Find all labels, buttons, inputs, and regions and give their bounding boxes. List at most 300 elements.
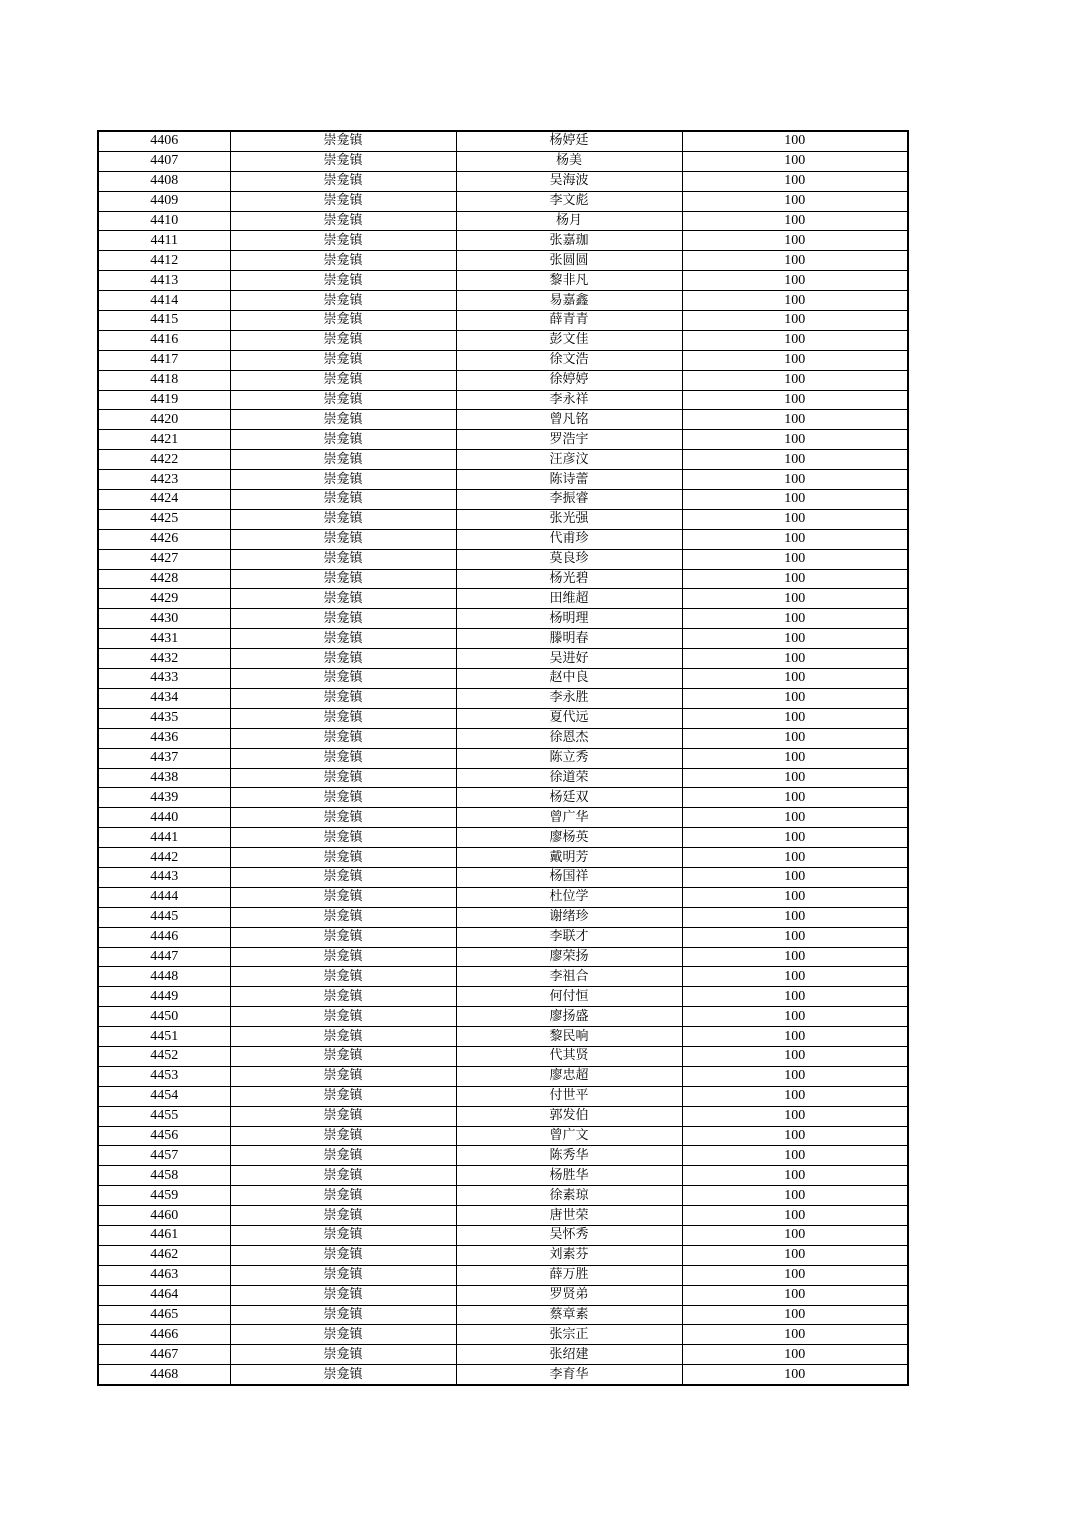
amount-cell: 100 [682,1186,908,1206]
table-row [98,311,908,331]
town-cell: 崇龛镇 [230,410,456,430]
town-cell: 崇龛镇 [230,927,456,947]
serial-number-cell: 4421 [98,430,230,450]
amount-cell: 100 [682,1027,908,1047]
amount-cell: 100 [682,370,908,390]
town-cell: 崇龛镇 [230,887,456,907]
amount-cell: 100 [682,490,908,510]
table-row [98,1086,908,1106]
table-row [98,828,908,848]
person-name-cell: 张宗正 [456,1325,682,1345]
serial-number-cell: 4410 [98,211,230,231]
table-row [98,1225,908,1245]
table-row [98,808,908,828]
serial-number-cell: 4418 [98,370,230,390]
town-cell: 崇龛镇 [230,509,456,529]
amount-cell: 100 [682,788,908,808]
amount-cell: 100 [682,927,908,947]
town-cell: 崇龛镇 [230,1305,456,1325]
person-name-cell: 徐婷婷 [456,370,682,390]
town-cell: 崇龛镇 [230,987,456,1007]
amount-cell: 100 [682,728,908,748]
serial-number-cell: 4428 [98,569,230,589]
serial-number-cell: 4409 [98,191,230,211]
table-row [98,291,908,311]
table-row [98,549,908,569]
amount-cell: 100 [682,688,908,708]
person-name-cell: 罗浩宇 [456,430,682,450]
person-name-cell: 廖扬盛 [456,1007,682,1027]
table-row [98,1325,908,1345]
table-row [98,927,908,947]
table-row [98,589,908,609]
table-row [98,1106,908,1126]
town-cell: 崇龛镇 [230,609,456,629]
serial-number-cell: 4437 [98,748,230,768]
table-row [98,509,908,529]
table-row [98,231,908,251]
table-row [98,330,908,350]
town-cell: 崇龛镇 [230,1265,456,1285]
town-cell: 崇龛镇 [230,1225,456,1245]
table-row [98,350,908,370]
serial-number-cell: 4446 [98,927,230,947]
amount-cell: 100 [682,987,908,1007]
table-row [98,1345,908,1365]
table-row [98,1126,908,1146]
amount-cell: 100 [682,1106,908,1126]
person-name-cell: 滕明春 [456,629,682,649]
town-cell: 崇龛镇 [230,350,456,370]
town-cell: 崇龛镇 [230,549,456,569]
serial-number-cell: 4439 [98,788,230,808]
serial-number-cell: 4445 [98,907,230,927]
person-name-cell: 戴明芳 [456,848,682,868]
town-cell: 崇龛镇 [230,330,456,350]
town-cell: 崇龛镇 [230,828,456,848]
person-name-cell: 杨月 [456,211,682,231]
serial-number-cell: 4411 [98,231,230,251]
table-row [98,1365,908,1385]
table-row [98,131,908,151]
amount-cell: 100 [682,947,908,967]
amount-cell: 100 [682,1305,908,1325]
town-cell: 崇龛镇 [230,311,456,331]
serial-number-cell: 4415 [98,311,230,331]
amount-cell: 100 [682,1007,908,1027]
town-cell: 崇龛镇 [230,1126,456,1146]
person-name-cell: 张圆圆 [456,251,682,271]
amount-cell: 100 [682,1126,908,1146]
amount-cell: 100 [682,549,908,569]
table-row [98,1166,908,1186]
town-cell: 崇龛镇 [230,589,456,609]
person-name-cell: 薛青青 [456,311,682,331]
town-cell: 崇龛镇 [230,867,456,887]
serial-number-cell: 4450 [98,1007,230,1027]
town-cell: 崇龛镇 [230,808,456,828]
serial-number-cell: 4434 [98,688,230,708]
town-cell: 崇龛镇 [230,1046,456,1066]
table-row [98,251,908,271]
amount-cell: 100 [682,1146,908,1166]
serial-number-cell: 4443 [98,867,230,887]
person-name-cell: 张嘉珈 [456,231,682,251]
serial-number-cell: 4420 [98,410,230,430]
table-row [98,171,908,191]
person-name-cell: 曾广文 [456,1126,682,1146]
table-row [98,529,908,549]
person-name-cell: 徐道荣 [456,768,682,788]
amount-cell: 100 [682,131,908,151]
person-name-cell: 吴怀秀 [456,1225,682,1245]
serial-number-cell: 4461 [98,1225,230,1245]
table-row [98,569,908,589]
person-name-cell: 杨美 [456,151,682,171]
serial-number-cell: 4438 [98,768,230,788]
serial-number-cell: 4413 [98,271,230,291]
person-name-cell: 李文彪 [456,191,682,211]
table-row [98,430,908,450]
amount-cell: 100 [682,1345,908,1365]
person-name-cell: 张绍建 [456,1345,682,1365]
town-cell: 崇龛镇 [230,1106,456,1126]
town-cell: 崇龛镇 [230,629,456,649]
serial-number-cell: 4416 [98,330,230,350]
person-name-cell: 田维超 [456,589,682,609]
serial-number-cell: 4458 [98,1166,230,1186]
serial-number-cell: 4464 [98,1285,230,1305]
person-name-cell: 李永祥 [456,390,682,410]
table-row [98,1265,908,1285]
person-name-cell: 代甫珍 [456,529,682,549]
amount-cell: 100 [682,1046,908,1066]
table-row [98,788,908,808]
table-row [98,271,908,291]
amount-cell: 100 [682,211,908,231]
town-cell: 崇龛镇 [230,947,456,967]
amount-cell: 100 [682,1066,908,1086]
amount-cell: 100 [682,509,908,529]
table-row [98,450,908,470]
town-cell: 崇龛镇 [230,231,456,251]
serial-number-cell: 4456 [98,1126,230,1146]
person-name-cell: 代其贤 [456,1046,682,1066]
town-cell: 崇龛镇 [230,490,456,510]
person-name-cell: 赵中良 [456,669,682,689]
table-row [98,669,908,689]
amount-cell: 100 [682,450,908,470]
serial-number-cell: 4425 [98,509,230,529]
amount-cell: 100 [682,708,908,728]
table-row [98,1046,908,1066]
amount-cell: 100 [682,808,908,828]
table-row [98,390,908,410]
serial-number-cell: 4451 [98,1027,230,1047]
town-cell: 崇龛镇 [230,1146,456,1166]
serial-number-cell: 4454 [98,1086,230,1106]
serial-number-cell: 4459 [98,1186,230,1206]
person-name-cell: 彭文佳 [456,330,682,350]
table-row [98,629,908,649]
person-name-cell: 廖杨英 [456,828,682,848]
amount-cell: 100 [682,907,908,927]
town-cell: 崇龛镇 [230,390,456,410]
amount-cell: 100 [682,390,908,410]
serial-number-cell: 4457 [98,1146,230,1166]
person-name-cell: 吴海波 [456,171,682,191]
table-row [98,1027,908,1047]
town-cell: 崇龛镇 [230,211,456,231]
serial-number-cell: 4455 [98,1106,230,1126]
town-cell: 崇龛镇 [230,688,456,708]
person-name-cell: 夏代远 [456,708,682,728]
serial-number-cell: 4419 [98,390,230,410]
town-cell: 崇龛镇 [230,1245,456,1265]
serial-number-cell: 4417 [98,350,230,370]
table-row [98,1146,908,1166]
amount-cell: 100 [682,311,908,331]
person-name-cell: 罗贤弟 [456,1285,682,1305]
serial-number-cell: 4430 [98,609,230,629]
town-cell: 崇龛镇 [230,1345,456,1365]
table-row [98,370,908,390]
serial-number-cell: 4433 [98,669,230,689]
serial-number-cell: 4435 [98,708,230,728]
town-cell: 崇龛镇 [230,649,456,669]
table-row [98,470,908,490]
town-cell: 崇龛镇 [230,1365,456,1385]
town-cell: 崇龛镇 [230,708,456,728]
person-name-cell: 何付恒 [456,987,682,1007]
serial-number-cell: 4452 [98,1046,230,1066]
amount-cell: 100 [682,828,908,848]
town-cell: 崇龛镇 [230,768,456,788]
person-name-cell: 薛万胜 [456,1265,682,1285]
table-row [98,887,908,907]
amount-cell: 100 [682,271,908,291]
town-cell: 崇龛镇 [230,788,456,808]
town-cell: 崇龛镇 [230,669,456,689]
amount-cell: 100 [682,887,908,907]
serial-number-cell: 4414 [98,291,230,311]
amount-cell: 100 [682,748,908,768]
serial-number-cell: 4426 [98,529,230,549]
town-cell: 崇龛镇 [230,450,456,470]
person-name-cell: 徐恩杰 [456,728,682,748]
town-cell: 崇龛镇 [230,370,456,390]
amount-cell: 100 [682,171,908,191]
amount-cell: 100 [682,1265,908,1285]
person-name-cell: 李祖合 [456,967,682,987]
amount-cell: 100 [682,251,908,271]
person-name-cell: 杨明理 [456,609,682,629]
town-cell: 崇龛镇 [230,1186,456,1206]
amount-cell: 100 [682,589,908,609]
person-name-cell: 曾广华 [456,808,682,828]
amount-cell: 100 [682,191,908,211]
amount-cell: 100 [682,1206,908,1226]
amount-cell: 100 [682,649,908,669]
serial-number-cell: 4440 [98,808,230,828]
amount-cell: 100 [682,609,908,629]
serial-number-cell: 4424 [98,490,230,510]
table-row [98,867,908,887]
serial-number-cell: 4427 [98,549,230,569]
person-name-cell: 徐素琼 [456,1186,682,1206]
person-name-cell: 张光强 [456,509,682,529]
serial-number-cell: 4431 [98,629,230,649]
table-row [98,748,908,768]
serial-number-cell: 4441 [98,828,230,848]
town-cell: 崇龛镇 [230,271,456,291]
town-cell: 崇龛镇 [230,1027,456,1047]
table-row [98,1305,908,1325]
amount-cell: 100 [682,669,908,689]
serial-number-cell: 4466 [98,1325,230,1345]
table-row [98,688,908,708]
serial-number-cell: 4444 [98,887,230,907]
table-row [98,211,908,231]
town-cell: 崇龛镇 [230,1086,456,1106]
person-name-cell: 杨光碧 [456,569,682,589]
amount-cell: 100 [682,629,908,649]
person-name-cell: 陈立秀 [456,748,682,768]
person-name-cell: 杨婷廷 [456,131,682,151]
town-cell: 崇龛镇 [230,728,456,748]
amount-cell: 100 [682,291,908,311]
serial-number-cell: 4423 [98,470,230,490]
amount-cell: 100 [682,231,908,251]
table-row [98,768,908,788]
serial-number-cell: 4463 [98,1265,230,1285]
town-cell: 崇龛镇 [230,171,456,191]
table-row [98,708,908,728]
town-cell: 崇龛镇 [230,748,456,768]
person-name-cell: 杨胜华 [456,1166,682,1186]
serial-number-cell: 4465 [98,1305,230,1325]
serial-number-cell: 4442 [98,848,230,868]
table-row [98,1245,908,1265]
serial-number-cell: 4460 [98,1206,230,1226]
town-cell: 崇龛镇 [230,1285,456,1305]
person-name-cell: 黎非凡 [456,271,682,291]
table-row [98,728,908,748]
amount-cell: 100 [682,1086,908,1106]
town-cell: 崇龛镇 [230,251,456,271]
town-cell: 崇龛镇 [230,967,456,987]
person-name-cell: 徐文浩 [456,350,682,370]
person-name-cell: 郭发伯 [456,1106,682,1126]
person-name-cell: 李振睿 [456,490,682,510]
town-cell: 崇龛镇 [230,1206,456,1226]
town-cell: 崇龛镇 [230,529,456,549]
table-row [98,1066,908,1086]
amount-cell: 100 [682,1245,908,1265]
serial-number-cell: 4462 [98,1245,230,1265]
amount-cell: 100 [682,1365,908,1385]
person-name-cell: 廖忠超 [456,1066,682,1086]
table-row [98,1285,908,1305]
town-cell: 崇龛镇 [230,848,456,868]
town-cell: 崇龛镇 [230,430,456,450]
serial-number-cell: 4407 [98,151,230,171]
amount-cell: 100 [682,1325,908,1345]
amount-cell: 100 [682,1166,908,1186]
person-name-cell: 李育华 [456,1365,682,1385]
table-row [98,1206,908,1226]
serial-number-cell: 4412 [98,251,230,271]
person-name-cell: 廖荣扬 [456,947,682,967]
amount-cell: 100 [682,967,908,987]
person-name-cell: 李永胜 [456,688,682,708]
person-name-cell: 杜位学 [456,887,682,907]
person-name-cell: 吴进好 [456,649,682,669]
person-name-cell: 杨廷双 [456,788,682,808]
table-row [98,848,908,868]
person-name-cell: 刘素芬 [456,1245,682,1265]
amount-cell: 100 [682,529,908,549]
serial-number-cell: 4408 [98,171,230,191]
amount-cell: 100 [682,330,908,350]
serial-number-cell: 4429 [98,589,230,609]
person-name-cell: 蔡章素 [456,1305,682,1325]
person-name-cell: 付世平 [456,1086,682,1106]
subsidy-roster-table [97,130,909,1386]
serial-number-cell: 4432 [98,649,230,669]
serial-number-cell: 4468 [98,1365,230,1385]
person-name-cell: 谢绪珍 [456,907,682,927]
serial-number-cell: 4422 [98,450,230,470]
person-name-cell: 曾凡铭 [456,410,682,430]
table-body [98,131,908,1385]
town-cell: 崇龛镇 [230,1166,456,1186]
person-name-cell: 陈秀华 [456,1146,682,1166]
town-cell: 崇龛镇 [230,291,456,311]
town-cell: 崇龛镇 [230,1325,456,1345]
serial-number-cell: 4467 [98,1345,230,1365]
amount-cell: 100 [682,1225,908,1245]
table-row [98,1186,908,1206]
person-name-cell: 汪彦汶 [456,450,682,470]
table-row [98,907,908,927]
table-row [98,987,908,1007]
serial-number-cell: 4447 [98,947,230,967]
serial-number-cell: 4436 [98,728,230,748]
amount-cell: 100 [682,569,908,589]
serial-number-cell: 4448 [98,967,230,987]
serial-number-cell: 4453 [98,1066,230,1086]
person-name-cell: 李联才 [456,927,682,947]
person-name-cell: 易嘉鑫 [456,291,682,311]
table-row [98,191,908,211]
table-row [98,649,908,669]
table-row [98,151,908,171]
serial-number-cell: 4449 [98,987,230,1007]
serial-number-cell: 4406 [98,131,230,151]
town-cell: 崇龛镇 [230,1066,456,1086]
person-name-cell: 唐世荣 [456,1206,682,1226]
town-cell: 崇龛镇 [230,470,456,490]
table-row [98,490,908,510]
amount-cell: 100 [682,430,908,450]
person-name-cell: 陈诗蕾 [456,470,682,490]
amount-cell: 100 [682,410,908,430]
amount-cell: 100 [682,470,908,490]
person-name-cell: 杨国祥 [456,867,682,887]
amount-cell: 100 [682,867,908,887]
table-row [98,947,908,967]
